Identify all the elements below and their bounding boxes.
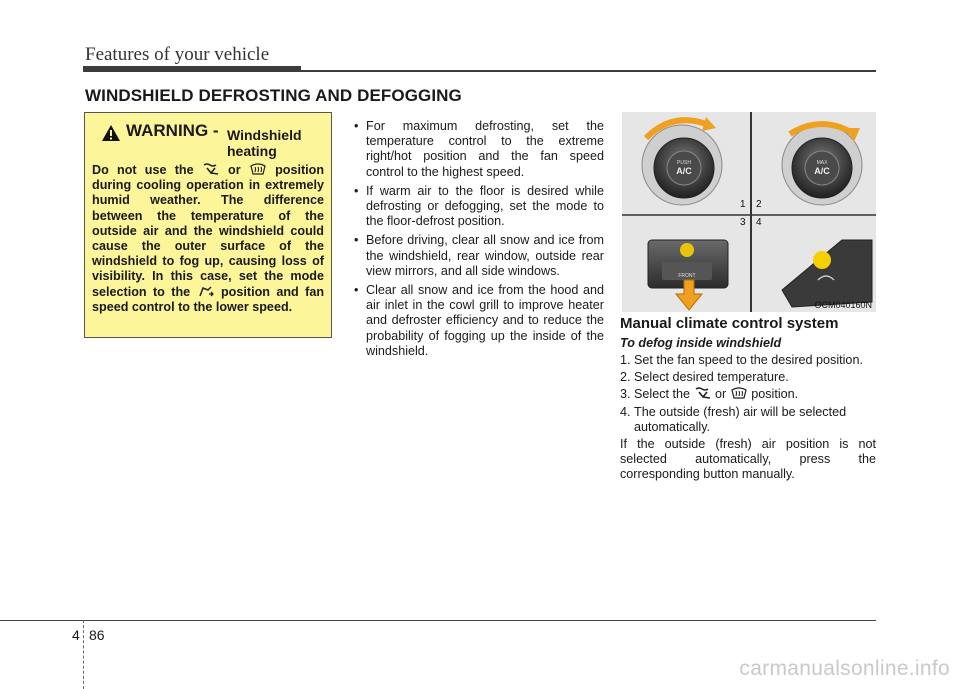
floor-defrost-icon	[202, 163, 220, 176]
header-rule	[301, 70, 876, 72]
defrost-icon	[249, 163, 267, 176]
fan-speed-knob	[642, 125, 722, 205]
warning-box	[84, 112, 332, 338]
list-item: • Clear all snow and ice from the hood and air inlet in the cowl grill to improve heater and defroster efficiency and to reduce the probability of fogging up the inside of the windshield.	[354, 283, 604, 358]
list-item: • If warm air to the floor is desired while defrosting or defogging, set the mode to the floor-defrost position.	[354, 183, 604, 229]
warning-text	[92, 163, 324, 315]
svg-text:FRONT: FRONT	[678, 273, 696, 279]
climate-section-subtitle: To defog inside windshield	[620, 336, 782, 350]
warning-triangle-icon	[101, 124, 121, 142]
warning-subject: Windshield heating	[227, 127, 302, 159]
page-header-title: Features of your vehicle	[85, 44, 270, 65]
footer-divider	[83, 620, 84, 689]
watermark: carmanualsonline.info	[739, 657, 950, 680]
climate-control-illustration	[622, 112, 876, 312]
defrost-tips-list	[354, 119, 604, 363]
list-item: 2. Select desired temperature.	[620, 370, 789, 385]
warning-text-part1: Do not use the	[92, 163, 194, 177]
temperature-knob	[782, 125, 862, 205]
figure-code: OCM040160N	[814, 300, 872, 310]
mode-selection-icon	[197, 285, 215, 298]
svg-text:MAX: MAX	[816, 160, 828, 166]
list-item: • For maximum defrosting, set the temperature control to the extreme right/hot position and the fan speed control to the highest speed.	[354, 119, 604, 179]
list-item: 1. Set the fan speed to the desired position.	[620, 353, 863, 367]
defog-steps	[620, 353, 876, 483]
climate-note: If the outside (fresh) air position is not selected automatically, press the corresponding button manually.	[620, 437, 876, 482]
svg-text:A/C: A/C	[676, 166, 692, 176]
warning-text-part2: position during cooling operation in extremely humid weather. The difference between the temperature of the outside air and the windshield could cause the outer surface of the windshield to fog up, causing loss of visibility. In this case, set the mode selection to the	[92, 163, 325, 299]
warning-text-part3: position and fan speed control to the lower speed.	[92, 284, 325, 314]
svg-text:A/C: A/C	[814, 166, 830, 176]
page-number: 86	[89, 627, 105, 643]
figure-label-1: 1	[740, 199, 746, 210]
warning-header	[92, 121, 324, 163]
defrost-icon	[730, 387, 748, 400]
svg-text:PUSH: PUSH	[677, 160, 691, 166]
warning-label: WARNING -	[126, 121, 219, 140]
figure-label-3: 3	[740, 217, 746, 228]
list-item: 4. The outside (fresh) air will be selected automatically.	[620, 404, 847, 434]
climate-control-figure	[622, 112, 876, 312]
figure-label-2: 2	[756, 199, 762, 210]
header-bar	[83, 66, 301, 72]
chapter-number: 4	[72, 627, 80, 643]
floor-defrost-icon	[694, 387, 712, 400]
list-item: 3. Select the or position.	[620, 387, 799, 402]
climate-section-title: Manual climate control system	[620, 315, 839, 332]
warning-text-or: or	[228, 163, 241, 177]
footer-rule	[0, 620, 876, 621]
figure-label-4: 4	[756, 217, 762, 228]
list-item: • Before driving, clear all snow and ice from the windshield, rear window, outside rear view mirrors, and all side windows.	[354, 233, 604, 278]
section-title: WINDSHIELD DEFROSTING AND DEFOGGING	[85, 86, 462, 105]
